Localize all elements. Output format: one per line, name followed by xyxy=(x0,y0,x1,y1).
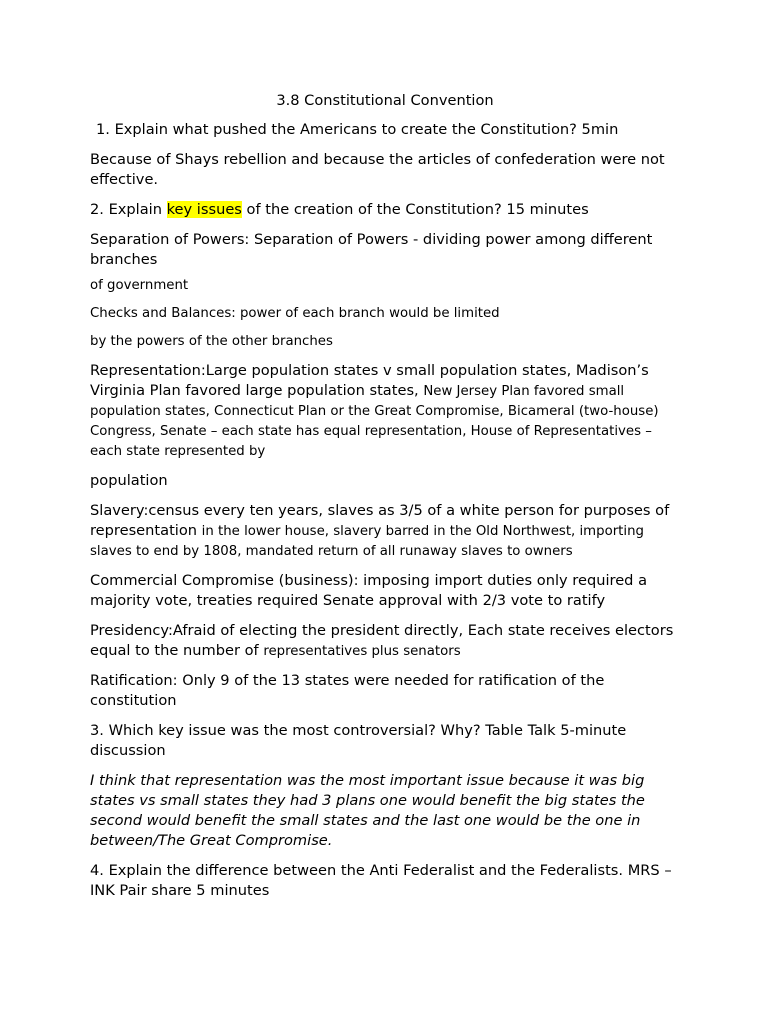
slavery-paragraph xyxy=(90,501,680,561)
question-2-suffix: of the creation of the Constitution? 15 minutes xyxy=(241,201,589,218)
question-3: 3. Which key issue was the most controversial? Why? Table Talk 5-minute discussion xyxy=(90,722,627,759)
document-title: 3.8 Constitutional Convention xyxy=(276,92,494,109)
document-page xyxy=(90,91,680,901)
representation-details: New Jersey Plan favored small population states, Connecticut Plan or the Great Compromise, Bicameral (two-house) Congress, Senate – each state has equal representation, House of Representatives – each state represented by xyxy=(90,384,659,459)
checks-and-balances: Checks and Balances: power of each branch would be limited xyxy=(90,306,500,321)
slavery-main: Slavery:census every ten years, slaves as 3/5 of a white person for purposes of representation xyxy=(90,502,670,539)
representation-continued: population xyxy=(90,472,168,489)
commercial-compromise: Commercial Compromise (business): imposing import duties only required a majority vote, treaties required Senate approval with 2/3 vote to ratify xyxy=(90,572,648,609)
question-2 xyxy=(90,200,680,220)
separation-of-powers: Separation of Powers: Separation of Powers - dividing power among different branches xyxy=(90,231,653,268)
ratification: Ratification: Only 9 of the 13 states were needed for ratification of the constitution xyxy=(90,672,605,709)
question-4: 4. Explain the difference between the Anti Federalist and the Federalists. MRS – INK Pair share 5 minutes xyxy=(90,862,672,899)
answer-1: Because of Shays rebellion and because the articles of confederation were not effective. xyxy=(90,151,665,188)
highlighted-key-issues: key issues xyxy=(166,201,242,218)
separation-of-powers-continued: of government xyxy=(90,278,189,293)
question-1: 1. Explain what pushed the Americans to create the Constitution? 5min xyxy=(96,121,619,138)
question-2-prefix: 2. Explain xyxy=(90,201,167,218)
slavery-details: in the lower house, slavery barred in the Old Northwest, importing slaves to end by 1808, mandated return of all runaway slaves to owners xyxy=(90,524,644,559)
checks-and-balances-continued: by the powers of the other branches xyxy=(90,334,333,349)
presidency-main: Presidency:Afraid of electing the president directly, Each state receives electors equal to the number of xyxy=(90,622,674,659)
representation-paragraph xyxy=(90,361,680,461)
answer-3: I think that representation was the most important issue because it was big states vs small states they had 3 plans one would benefit the big states the second would benefit the small states and the last one would be the one in between/The Great Compromise. xyxy=(90,772,645,849)
presidency-paragraph xyxy=(90,621,680,661)
presidency-details: representatives plus senators xyxy=(263,644,461,659)
representation-main: Representation:Large population states v small population states, Madison’s Virginia Plan favored large population states, xyxy=(90,362,649,399)
